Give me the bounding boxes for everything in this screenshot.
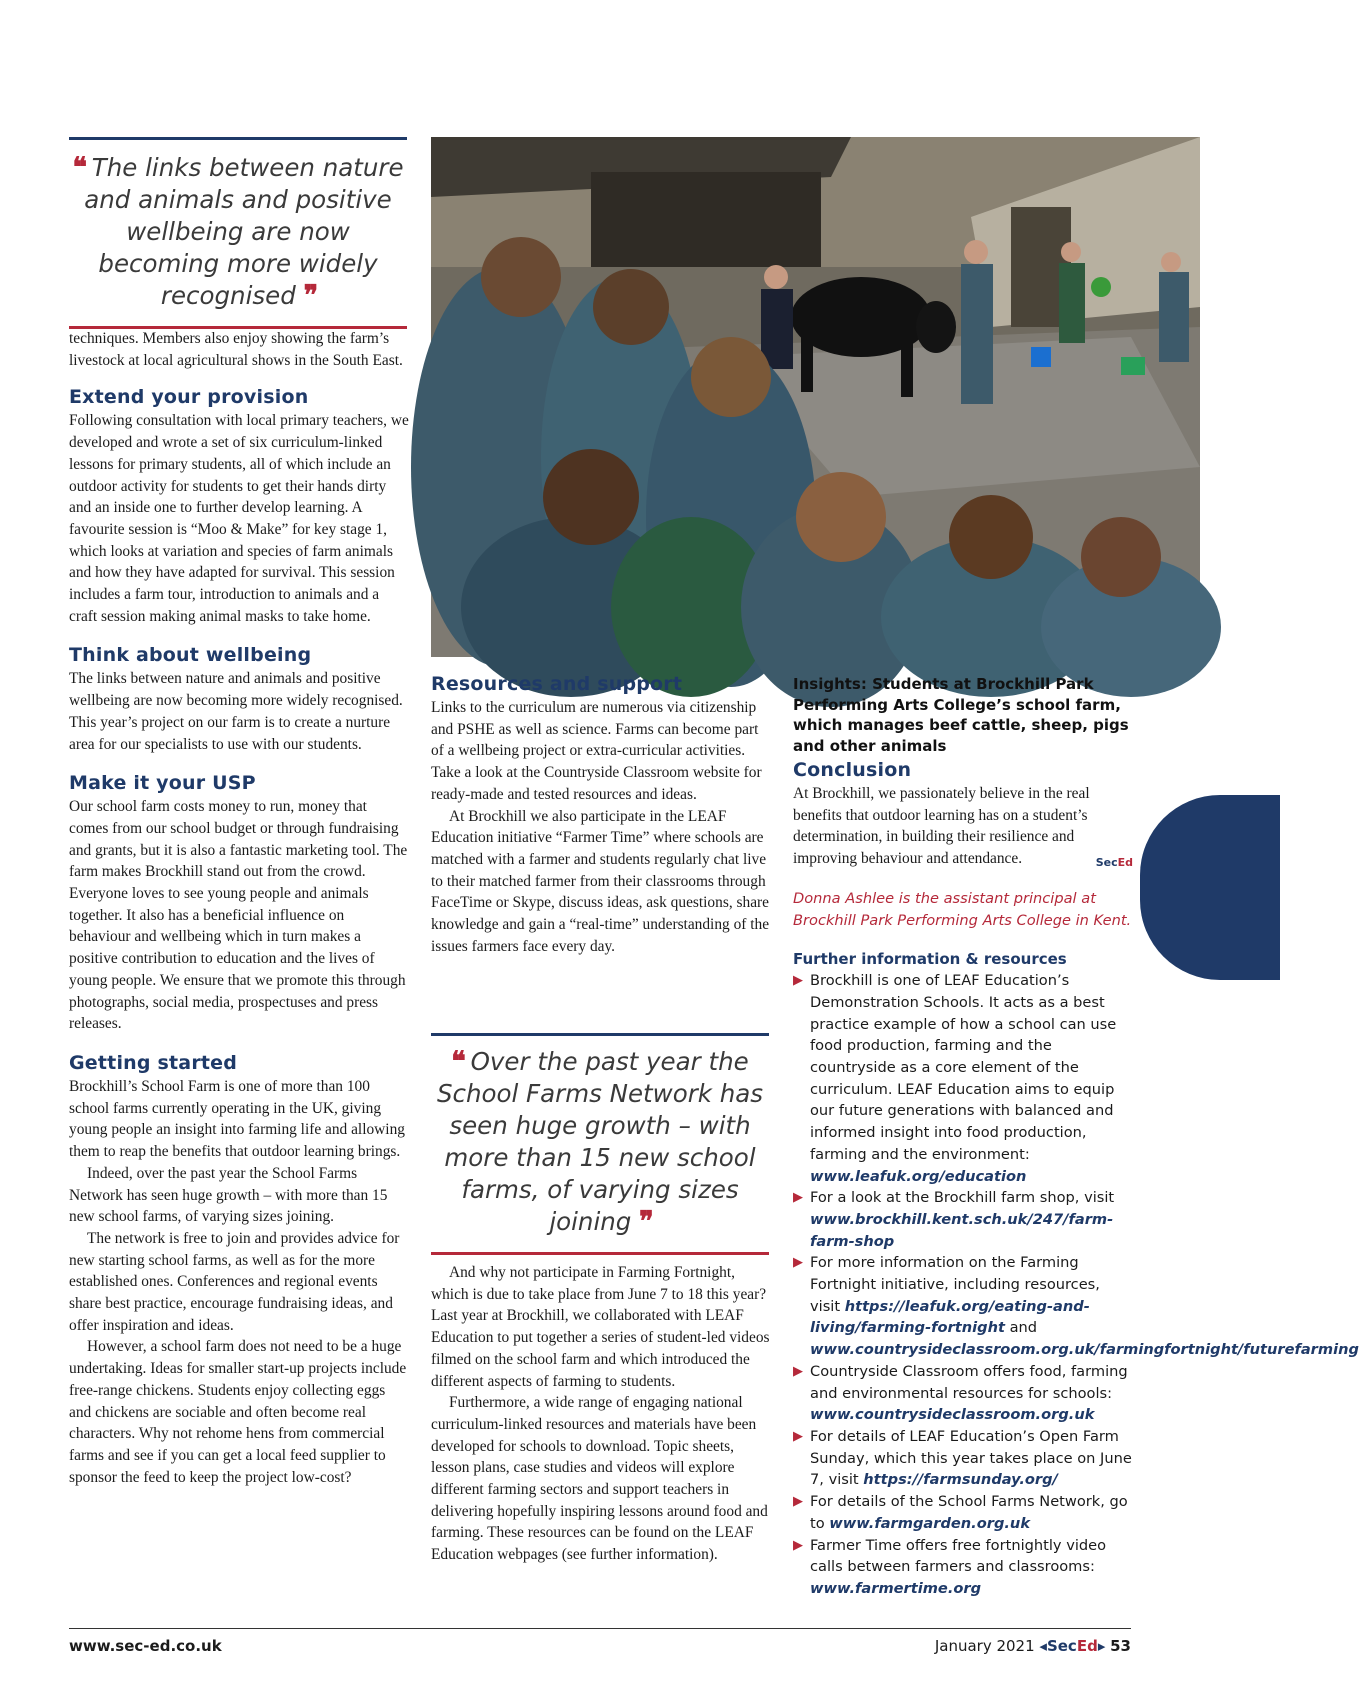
bullet-arrow-icon: ▶ <box>793 1428 803 1444</box>
bullet-arrow-icon: ▶ <box>793 1255 803 1271</box>
pull-quote-2 <box>431 1033 769 1255</box>
open-quote-icon: ❝ <box>72 152 84 183</box>
list-item <box>793 1426 1133 1491</box>
resource-link[interactable]: https://farmsunday.org/ <box>863 1471 1058 1489</box>
resource-text: For details of LEAF Education’s Open Farm Sunday, which this year takes place on June 7, visit <box>810 1427 1132 1489</box>
list-item <box>793 1252 1359 1361</box>
paragraph <box>793 783 1133 870</box>
chevron-right-icon: ▸ <box>1097 1637 1106 1655</box>
resource-link[interactable]: www.leafuk.org/education <box>810 1167 1027 1185</box>
close-quote-icon: ❞ <box>639 1206 651 1237</box>
resource-text: Countryside Classroom offers food, farming and environmental resources for schools: <box>810 1362 1128 1402</box>
close-quote-icon: ❞ <box>303 280 316 311</box>
list-item <box>793 970 1133 1187</box>
chevron-left-icon: ◂ <box>1039 1637 1047 1655</box>
section-heading: Conclusion <box>793 759 912 781</box>
intro-paragraph: techniques. Members also enjoy showing the farm’s livestock at local agricultural shows in the South East. <box>69 330 403 369</box>
footer-brand <box>1047 1637 1098 1655</box>
paragraph: Indeed, over the past year the School Farms Network has seen huge growth – with more than 15 new school farms, of varying sizes joining. <box>69 1164 388 1226</box>
photo-caption: Insights: Students at Brockhill Park Performing Arts College’s school farm, which manages beef cattle, sheep, pigs and other animals <box>793 675 1129 755</box>
paragraph: At Brockhill we also participate in the LEAF Education initiative “Farmer Time” where schools are matched with a farmer and students regularly chat live to their matched farmer from their classrooms through FaceTime or Skype, discuss ideas, ask questions, share knowledge and gain a “real-time” understanding of the issues farmers face every day. <box>431 807 770 955</box>
resources-list <box>793 970 1359 1599</box>
conclusion-text: At Brockhill, we passionately believe in the real benefits that outdoor learning has on a student’s determination, in building their resilience and improving behaviour and attendance. <box>793 785 1090 868</box>
section-heading: Getting started <box>69 1051 238 1074</box>
bullet-arrow-icon: ▶ <box>793 1537 803 1553</box>
page-footer <box>69 1628 1131 1655</box>
list-item <box>793 1491 1133 1534</box>
resource-link[interactable]: www.countrysideclassroom.org.uk <box>810 1406 1095 1424</box>
paragraph: Furthermore, a wide range of engaging national curriculum-linked resources and materials have been developed for schools to download. Topic sheets, lesson plans, case studies and videos will explore different farming sectors and support teachers in delivering hopefully inspiring lessons around food and farming. These resources can be found on the LEAF Education webpages (see further information). <box>431 1394 768 1564</box>
paragraph: Brockhill’s School Farm is one of more than 100 school farms currently operating in the UK, giving young people an insight into farming life and allowing them to reap the benefits that outdoor learning brings. <box>69 1077 405 1161</box>
end-mark-ed: Ed <box>1117 856 1133 870</box>
resource-link[interactable]: https://leafuk.org/eating-and-living/farming-fortnight <box>810 1297 1090 1337</box>
side-tab-decoration <box>1140 795 1280 980</box>
paragraph: Our school farm costs money to run, money that comes from our school budget or through fundraising and grants, but it is also a fantastic marketing tool. The farm makes Brockhill stand out from the crowd. Everyone loves to see young people and animals together. It also has a beneficial influence on behaviour and wellbeing which in turn makes a positive contribution to education and the lives of young people. We ensure that we promote this through photographs, social media, prospectuses and press releases. <box>69 798 408 1033</box>
further-info-heading: Further information & resources <box>793 950 1067 969</box>
page-number: 53 <box>1110 1637 1131 1655</box>
end-mark-sec: Sec <box>1095 856 1118 870</box>
bullet-arrow-icon: ▶ <box>793 973 803 989</box>
bullet-arrow-icon: ▶ <box>793 1494 803 1510</box>
footer-page-info <box>935 1637 1131 1655</box>
paragraph: Following consultation with local primary teachers, we developed and wrote a set of six curriculum-linked lessons for primary students, all of which include an outdoor activity for students to get their hands dirty and an inside one to further develop learning. A favourite session is “Moo & Make” for key stage 1, which looks at variation and species of farm animals and how they have adapted for survival. This session includes a farm tour, introduction to animals and a craft session making animal masks to take home. <box>69 412 409 625</box>
list-item <box>793 1187 1133 1252</box>
bullet-arrow-icon: ▶ <box>793 1363 803 1379</box>
resource-text: Brockhill is one of LEAF Education’s Demonstration Schools. It acts as a best practice example of how a school can use food production, farming and the countryside as a core element of the curriculum. LEAF Education aims to equip our future generations with balanced and informed insight into food production, farming and the environment: <box>810 972 1117 1163</box>
end-mark-logo <box>1096 852 1133 874</box>
bullet-arrow-icon: ▶ <box>793 1190 803 1206</box>
pull-quote-1 <box>69 137 407 329</box>
paragraph: And why not participate in Farming Fortnight, which is due to take place from June 7 to 18 this year? Last year at Brockhill, we collaborated with LEAF Education to put together a series of student-led videos filmed on the school farm and which introduced the different aspects of farming to students. <box>431 1264 770 1390</box>
column-2 <box>431 672 771 957</box>
column-2-lower <box>431 1262 771 1566</box>
farm-photo <box>431 137 1200 657</box>
resource-link[interactable]: www.farmertime.org <box>810 1579 982 1597</box>
paragraph: Links to the curriculum are numerous via citizenship and PSHE as well as science. Farms can become part of a wellbeing project or extra-curricular activities. Take a look at the Countryside Classroom website for ready-made and tested resources and ideas. <box>431 699 762 803</box>
pull-quote-1-text: The links between nature and animals and positive wellbeing are now becoming more widely recognised <box>84 153 404 310</box>
paragraph: However, a school farm does not need to be a huge undertaking. Ideas for smaller start-up projects include free-range chickens. Students enjoy collecting eggs and chickens are sociable and often become real characters. Why not rehome hens from commercial farms and see if you can get a local feed supplier to sponsor the feed to keep the project low-cost? <box>69 1338 407 1486</box>
footer-website[interactable]: www.sec-ed.co.uk <box>69 1637 222 1655</box>
section-heading: Think about wellbeing <box>69 644 312 667</box>
footer-brand-ed: Ed <box>1076 1637 1098 1655</box>
resource-text: For more information on the Farming Fortnight initiative, including resources, visit <box>810 1254 1100 1315</box>
column-3 <box>793 758 1359 1600</box>
resource-text: Farmer Time offers free fortnightly video calls between farmers and classrooms: <box>810 1536 1107 1576</box>
author-bio: Donna Ashlee is the assistant principal at Brockhill Park Performing Arts College in Kent. <box>793 889 1132 929</box>
resource-text: For details of the School Farms Network, go to <box>810 1493 1128 1532</box>
resource-link[interactable]: www.countrysideclassroom.org.uk/farmingfortnight/futurefarming <box>810 1341 1359 1359</box>
students-with-cow-illustration <box>431 137 1200 657</box>
paragraph: The links between nature and animals and positive wellbeing are now becoming more widely recognised. This year’s project on our farm is to create a nurture area for our specialists to use with our students. <box>69 670 403 753</box>
resource-text: and <box>1004 1319 1038 1337</box>
column-1 <box>69 328 409 1488</box>
section-heading: Extend your provision <box>69 386 309 409</box>
pull-quote-2-text: Over the past year the School Farms Network has seen huge growth – with more than 15 new school farms, of varying sizes joining <box>436 1047 764 1236</box>
list-item <box>793 1535 1133 1600</box>
open-quote-icon: ❝ <box>451 1046 463 1077</box>
section-heading: Resources and support <box>431 673 683 695</box>
resource-link[interactable]: www.farmgarden.org.uk <box>829 1514 1031 1532</box>
section-heading: Make it your USP <box>69 772 256 795</box>
paragraph: The network is free to join and provides advice for new starting school farms, as well as for the more established ones. Conferences and regional events share best practice, encourage fundraising ideas, and offer inspiration and ideas. <box>69 1229 400 1334</box>
footer-date: January 2021 <box>934 1637 1035 1655</box>
list-item <box>793 1361 1133 1426</box>
resource-text: For a look at the Brockhill farm shop, visit <box>810 1189 1115 1207</box>
footer-brand-sec: Sec <box>1046 1637 1077 1655</box>
resource-link[interactable]: www.brockhill.kent.sch.uk/247/farm-farm-shop <box>810 1210 1114 1250</box>
